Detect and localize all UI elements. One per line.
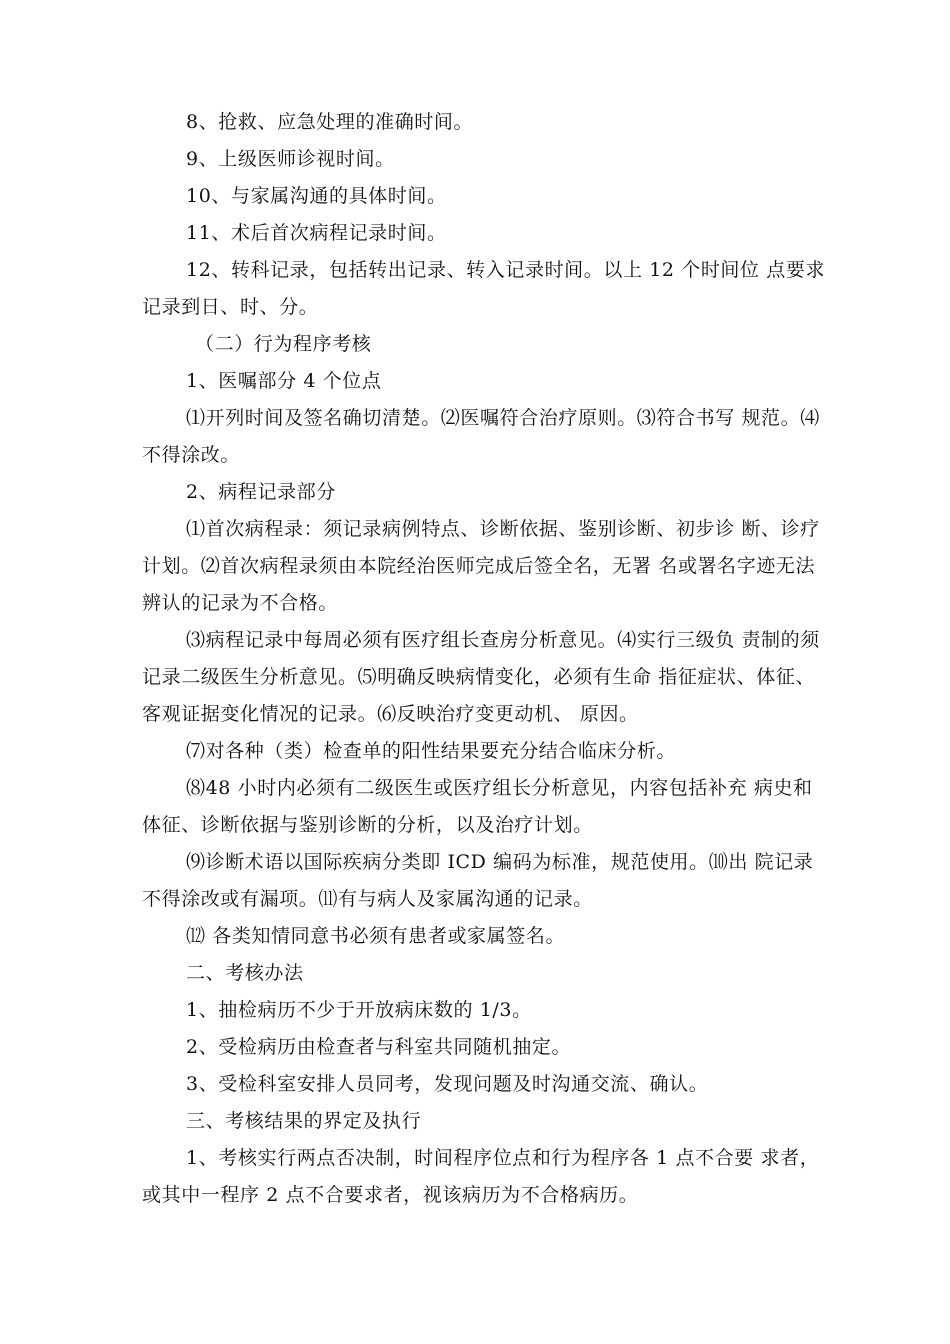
document-body xyxy=(142,104,832,1214)
progress-notes-criteria-4: ⑻48 小时内必须有二级医生或医疗组长分析意见，内容包括补充 病史和体征、诊断依据与鉴别诊断的分析，以及治疗计划。 xyxy=(142,777,813,836)
progress-notes-criteria-3: ⑺对各种（类）检查单的阳性结果要充分结合临床分析。 xyxy=(186,740,677,762)
paragraph-item-11: 11、术后首次病程记录时间。 xyxy=(186,222,447,244)
assessment-method-item-3: 3、受检科室安排人员同考，发现问题及时沟通交流、确认。 xyxy=(186,1073,709,1095)
progress-notes-criteria-1: ⑴首次病程录：须记录病例特点、诊断依据、鉴别诊断、初步诊 断、诊疗计划。⑵首次病程录须由本院经治医师完成后签全名，无署 名或署名字迹无法辨认的记录为不合格。 xyxy=(142,518,820,614)
section-heading-results: 三、考核结果的界定及执行 xyxy=(186,1110,422,1132)
section-heading-behavior-assessment: （二）行为程序考核 xyxy=(195,333,372,355)
assessment-method-item-1: 1、抽检病历不少于开放病床数的 1/3。 xyxy=(186,999,532,1021)
paragraph-item-12: 12、转科记录，包括转出记录、转入记录时间。以上 12 个时间位 点要求记录到日、时、分。 xyxy=(142,259,826,318)
progress-notes-criteria-5: ⑼诊断术语以国际疾病分类即 ICD 编码为标准，规范使用。⑽出 院记录不得涂改或有漏项。⑾有与病人及家属沟通的记录。 xyxy=(142,851,814,910)
paragraph-item-9: 9、上级医师诊视时间。 xyxy=(186,148,395,170)
paragraph-item-8: 8、抢救、应急处理的准确时间。 xyxy=(186,111,474,133)
section-heading-assessment-method: 二、考核办法 xyxy=(186,962,304,984)
paragraph-item-10: 10、与家属沟通的具体时间。 xyxy=(186,185,447,207)
results-item-1: 1、考核实行两点否决制，时间程序位点和行为程序各 1 点不合要 求者，或其中一程序 2 点不合要求者，视该病历为不合格病历。 xyxy=(142,1147,820,1206)
progress-notes-criteria-6: ⑿ 各类知情同意书必须有患者或家属签名。 xyxy=(186,925,566,947)
assessment-method-item-2: 2、受检病历由检查者与科室共同随机抽定。 xyxy=(186,1036,572,1058)
subsection-heading-orders: 1、医嘱部分 4 个位点 xyxy=(186,370,382,392)
progress-notes-criteria-2: ⑶病程记录中每周必须有医疗组长查房分析意见。⑷实行三级负 责制的须记录二级医生分析意见。⑸明确反映病情变化，必须有生命 指征症状、体征、客观证据变化情况的记录。⑹反映治疗变更动机、 原因。 xyxy=(142,629,820,725)
orders-criteria-paragraph: ⑴开列时间及签名确切清楚。⑵医嘱符合治疗原则。⑶符合书写 规范。⑷不得涂改。 xyxy=(142,407,820,466)
subsection-heading-progress-notes: 2、病程记录部分 xyxy=(186,481,336,503)
